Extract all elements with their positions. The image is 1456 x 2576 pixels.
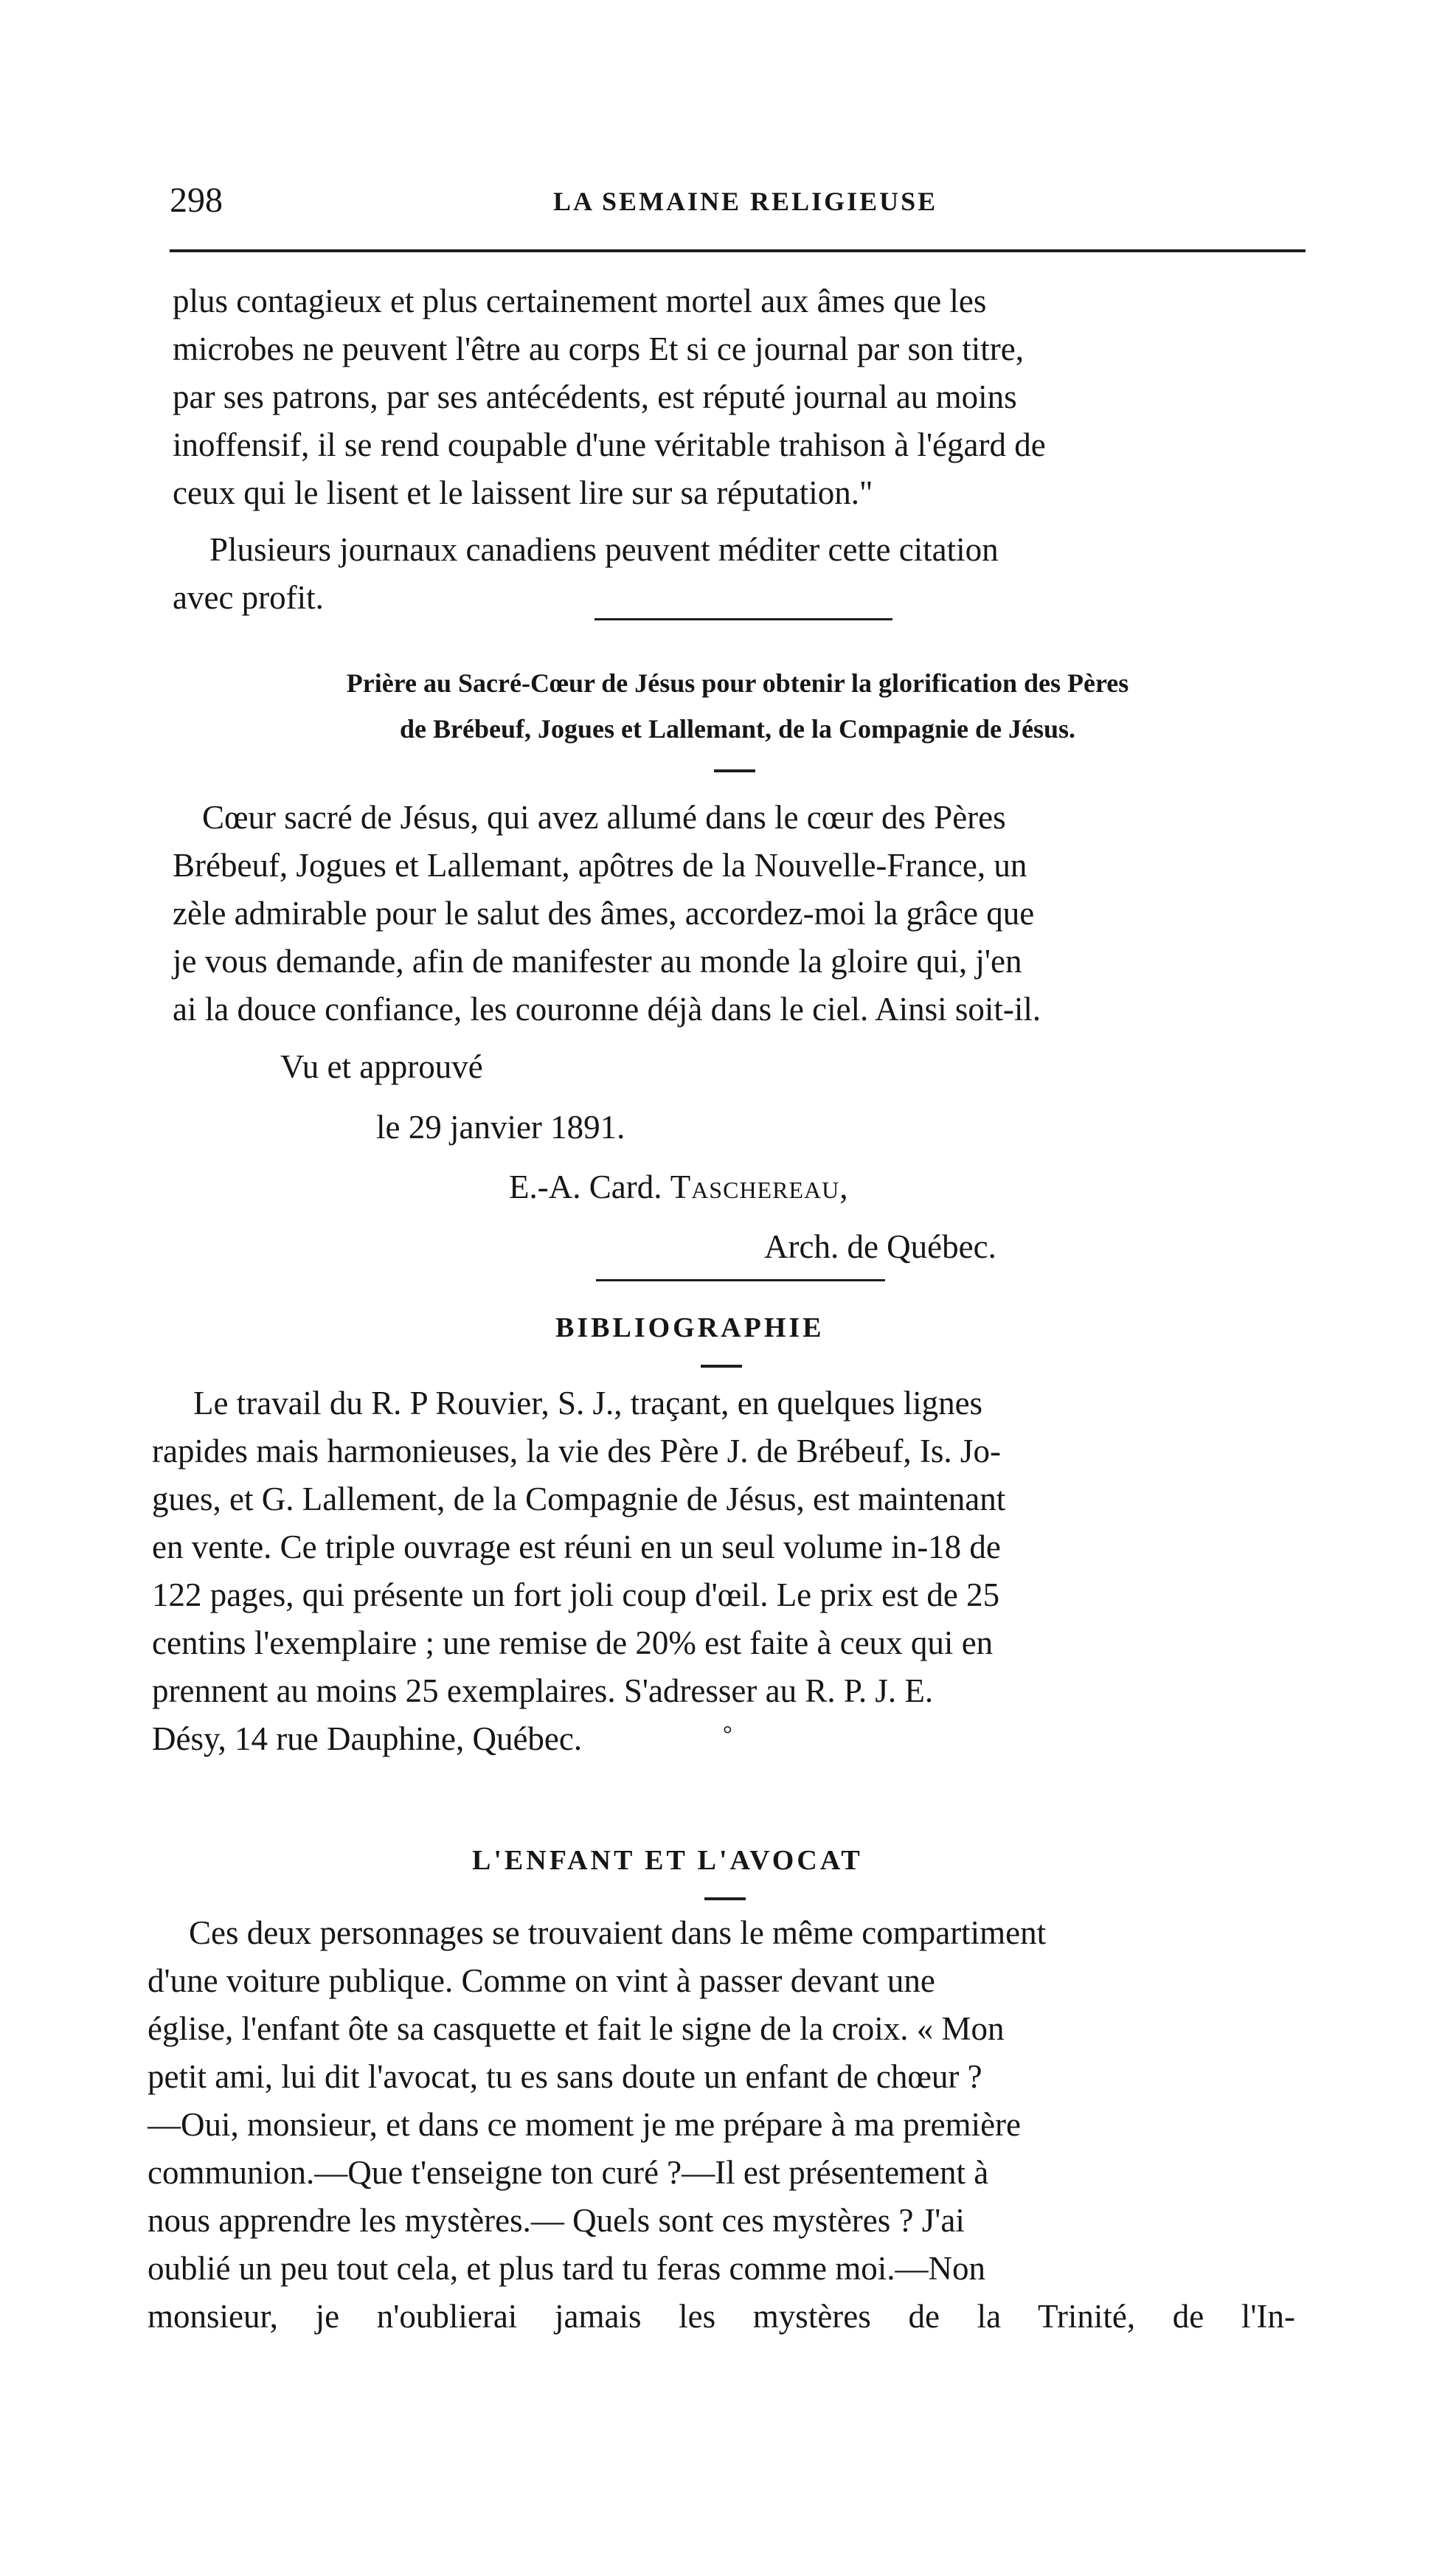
prayer-body: [173, 794, 1301, 1033]
text-line: oublié un peu tout cela, et plus tard tu feras comme moi.—Non: [148, 2250, 985, 2287]
intro-paragraph-2: [173, 526, 1301, 622]
text-line: inoffensif, il se rend coupable d'une véritable trahison à l'égard de: [173, 426, 1046, 463]
approval-date: le 29 janvier 1891.: [376, 1109, 625, 1146]
bibliographie-title: BIBLIOGRAPHIE: [555, 1312, 825, 1343]
approval-line: Vu et approuvé: [280, 1048, 483, 1085]
text-line: monsieur, je n'oublierai jamais les mystères de la Trinité, de l'In-: [148, 2298, 1295, 2335]
page-number: 298: [170, 181, 223, 220]
text-line: zèle admirable pour le salut des âmes, accordez-moi la grâce que: [173, 895, 1035, 932]
text-line: par ses patrons, par ses antécédents, est réputé journal au moins: [173, 378, 1017, 415]
text-line: église, l'enfant ôte sa casquette et fait le signe de la croix. « Mon: [148, 2010, 1005, 2047]
prayer-title: [170, 660, 1306, 752]
text-line: centins l'exemplaire ; une remise de 20% est faite à ceux qui en: [152, 1624, 994, 1661]
text-line: prennent au moins 25 exemplaires. S'adresser au R. P. J. E.: [152, 1672, 934, 1709]
page-header: [170, 180, 1306, 224]
text-line: Ces deux personnages se trouvaient dans le même compartiment: [189, 1914, 1047, 1951]
text-line: microbes ne peuvent l'être au corps Et si ce journal par son titre,: [173, 330, 1024, 367]
signer-initials: E.-A. Card.: [509, 1168, 662, 1205]
degree-mark: °: [723, 1720, 732, 1747]
enfant-title: L'ENFANT ET L'AVOCAT: [472, 1845, 863, 1876]
bibliographie-body: [152, 1379, 1297, 1763]
text-line: avec profit.: [173, 579, 324, 616]
text-line: ceux qui le lisent et le laissent lire sur sa réputation.": [173, 474, 873, 511]
text-line: ai la douce confiance, les couronne déjà dans le ciel. Ainsi soit-il.: [173, 991, 1041, 1028]
text-line: petit ami, lui dit l'avocat, tu es sans doute un enfant de chœur ?: [148, 2058, 982, 2095]
text-line: rapides mais harmonieuses, la vie des Père J. de Brébeuf, Is. Jo-: [152, 1433, 1001, 1469]
text-line: nous apprendre les mystères.— Quels sont ces mystères ? J'ai: [148, 2202, 965, 2239]
title-dash: [714, 769, 755, 772]
signer: [509, 1168, 848, 1206]
title-dash: [701, 1365, 742, 1368]
enfant-body: [148, 1909, 1295, 2341]
signer-name: Taschereau,: [670, 1168, 849, 1205]
text-line: Brébeuf, Jogues et Lallemant, apôtres de la Nouvelle-France, un: [173, 847, 1027, 884]
text-line: Plusieurs journaux canadiens peuvent méditer cette citation: [209, 531, 999, 568]
signer-title: Arch. de Québec.: [764, 1228, 996, 1265]
running-title: LA SEMAINE RELIGIEUSE: [553, 187, 938, 216]
section-divider: [596, 1279, 885, 1281]
text-line: communion.—Que t'enseigne ton curé ?—Il est présentement à: [148, 2154, 989, 2191]
header-rule: [170, 249, 1306, 252]
text-line: Le travail du R. P Rouvier, S. J., traçant, en quelques lignes: [193, 1385, 983, 1422]
text-line: d'une voiture publique. Comme on vint à passer devant une: [148, 1962, 935, 1999]
text-line: en vente. Ce triple ouvrage est réuni en un seul volume in-18 de: [152, 1528, 1001, 1565]
text-line: 122 pages, qui présente un fort joli coup d'œil. Le prix est de 25: [152, 1576, 1000, 1613]
intro-paragraph-1: [173, 277, 1301, 517]
text-line: gues, et G. Lallement, de la Compagnie de Jésus, est maintenant: [152, 1481, 1006, 1517]
text-line: Cœur sacré de Jésus, qui avez allumé dans le cœur des Pères: [202, 799, 1006, 836]
text-line: je vous demande, afin de manifester au monde la gloire qui, j'en: [173, 943, 1022, 980]
section-divider: [594, 618, 892, 620]
prayer-title-line: Prière au Sacré-Cœur de Jésus pour obtenir la glorification des Pères: [346, 668, 1129, 698]
prayer-title-line: de Brébeuf, Jogues et Lallemant, de la Compagnie de Jésus.: [400, 714, 1075, 744]
text-line: plus contagieux et plus certainement mortel aux âmes que les: [173, 283, 987, 319]
text-line: —Oui, monsieur, et dans ce moment je me prépare à ma première: [148, 2106, 1021, 2143]
title-dash: [704, 1897, 746, 1900]
text-line: Désy, 14 rue Dauphine, Québec.: [152, 1720, 583, 1757]
